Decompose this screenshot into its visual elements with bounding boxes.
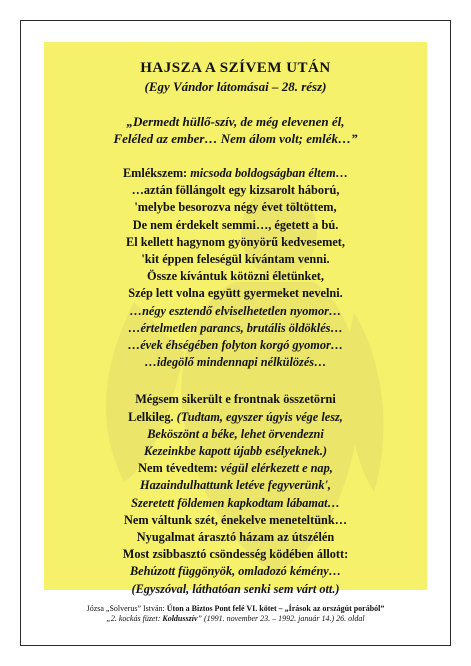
poem-line xyxy=(44,354,427,371)
poem-line-text: Nem váltunk szét, énekelve meneteltünk… xyxy=(123,512,348,527)
footer-citation xyxy=(20,604,451,624)
poem-line xyxy=(44,581,427,598)
poem-line xyxy=(44,495,427,512)
poem-line-text: Nem tévedtem: xyxy=(138,461,221,476)
poem-line-text: De nem érdekelt semmi…, égetett a bú. xyxy=(132,217,339,232)
poem-line xyxy=(44,165,427,182)
poem-title: HAJSZA A SZÍVEM UTÁN xyxy=(140,60,331,76)
motto xyxy=(44,113,427,147)
footer-notebook: „2. kockás füzet: xyxy=(106,614,163,623)
poem-line xyxy=(44,285,427,302)
poem-line xyxy=(44,217,427,234)
poem-line-italic-text: (Egyszóval, láthatóan senki sem várt ott.) xyxy=(131,581,340,596)
poem-line-italic-text: …négy esztendő elviselhetetlen nyomor… xyxy=(129,303,342,318)
footer-line-1 xyxy=(20,604,451,614)
poem-line xyxy=(44,563,427,580)
poem-line-text: Emlékszem: xyxy=(122,166,191,180)
poem-line xyxy=(44,303,427,320)
poem-line-italic-text: (Tudtam, egyszer úgyis vége lesz, xyxy=(176,409,343,424)
poem-line-italic-text: Behúzott függönyök, omladozó kémény… xyxy=(129,564,342,579)
poem-line xyxy=(44,477,427,494)
poem-line-italic-text: Beköszönt a béke, lehet örvendezni xyxy=(147,426,324,441)
poem-line-italic-text: …értelmetlen parancs, brutális öldöklés… xyxy=(128,320,343,335)
poem-line-text: Össze kívántuk kötözni életünket, xyxy=(147,269,324,284)
poem-line-text: Most zsibbasztó csöndesség ködében állott: xyxy=(122,547,349,562)
poem-line xyxy=(44,268,427,285)
poem-line xyxy=(44,199,427,216)
poem-line-text: Szép lett volna együtt gyermeket nevelni. xyxy=(128,286,343,301)
poem-line xyxy=(44,320,427,337)
poem-line xyxy=(44,251,427,268)
poem-line-italic-text: Kezeinkbe kapott újabb esélyeknek.) xyxy=(143,444,328,459)
poem-line-text: …aztán föllángolt egy kizsarolt háború, xyxy=(131,183,340,198)
stanza-2 xyxy=(44,391,427,597)
poem-line-italic-text: Hazaindulhattunk letéve fegyverünk', xyxy=(140,478,331,493)
poem-subtitle: (Egy Vándor látomásai – 28. rész) xyxy=(144,79,327,94)
footer-author: Józsa „Solverus” István: xyxy=(86,604,167,613)
footer-book-title: Úton a Biztos Pont felé VI. kötet – „Írások az országút porából” xyxy=(166,604,385,613)
footer-notebook-title: Koldusszív xyxy=(162,614,198,623)
poem-line xyxy=(44,546,427,563)
stanza-1 xyxy=(44,165,427,371)
poem-line xyxy=(44,182,427,199)
poem-line xyxy=(44,337,427,354)
poem-line xyxy=(44,529,427,546)
poem-line-text: Mégsem sikerült e frontnak összetörni xyxy=(135,392,336,407)
poem-line-text: El kellett hagynom gyönyörű kedvesemet, xyxy=(126,234,345,249)
poem-line xyxy=(44,391,427,408)
poem-line-text: 'melybe besorozva négy évet töltöttem, xyxy=(134,200,337,215)
poem-line-text: Lelkileg. xyxy=(128,409,177,424)
poem-line-italic-text: végül elérkezett e nap, xyxy=(220,461,333,476)
poem-line xyxy=(44,426,427,443)
poem-line-italic-text: …évek éhségében folyton korgó gyomor… xyxy=(127,338,344,353)
footer-dates: ” (1991. november 23. – 1992. január 14.) 26. oldal xyxy=(197,614,365,623)
poem-line-italic-text: micsoda boldogságban éltem… xyxy=(190,166,349,180)
poem-content xyxy=(44,60,427,598)
motto-line: Feléled az ember… Nem álom volt; emlék…” xyxy=(113,131,358,146)
poem-line-text: Nyugalmat árasztó házam az útszélén xyxy=(136,530,335,545)
motto-line: „Dermedt hüllő-szív, de még elevenen él, xyxy=(126,114,345,129)
poem-line xyxy=(44,409,427,426)
poem-line-text: 'kit éppen feleségül kívántam venni. xyxy=(141,252,330,267)
poem-line xyxy=(44,460,427,477)
poem-line-italic-text: …idegölő mindennapi nélkülözés… xyxy=(144,355,327,370)
footer-line-2 xyxy=(20,614,451,624)
poem-line xyxy=(44,443,427,460)
poem-line xyxy=(44,234,427,251)
poem-line-italic-text: Szeretett földemen kapkodtam lábamat… xyxy=(131,495,340,510)
poem-line xyxy=(44,512,427,529)
